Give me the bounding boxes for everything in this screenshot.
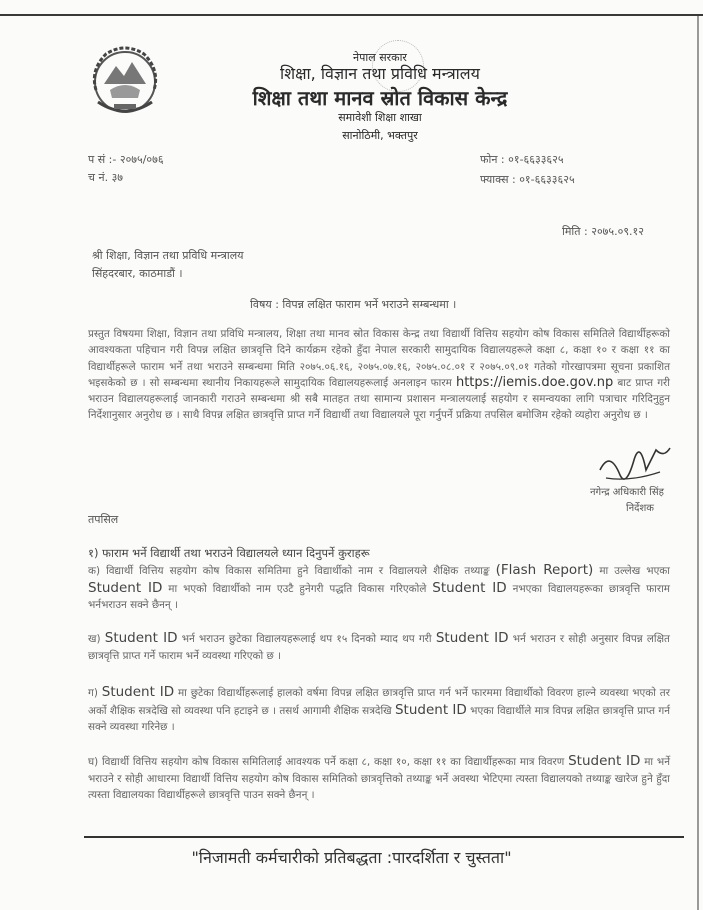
item-kha-text-4: Student ID — [435, 630, 509, 646]
item-ka-text-4: Student ID — [88, 579, 163, 596]
item-kha-text-3: भर्न भराउन छुटेका विद्यालयहरूलाई थप १५ दिनको म्याद थप गरी — [181, 633, 432, 645]
item-ga-text-5: भएका विद्यार्थीले मात्र विपन्न लक्षित छात्रवृत्ति प्राप्त गर्न सक्ने व्यवस्था गरिनेछ । — [88, 704, 670, 733]
item-ga-text-1: ग) — [88, 687, 98, 699]
item-gha — [88, 753, 670, 804]
item-gha-text-3: मा भर्ने भराउने र सोही आधारमा विद्यार्थी वित्तिय सहयोग कोष विकास समितिको छात्रवृत्तिको तथ्याङ्क भर्ने अवस्था भेटिएमा त्यस्ता विद्यालयको तथ्याङ्क खारेज हुने हुँदा त्यस्ता विद्यालयका विद्यार्थीहरूले छात्रवृत्ति पाउन सक्ने छैनन् । — [88, 756, 670, 801]
item-ka-text-2: (Flash Report) — [495, 562, 594, 578]
item-ka-text-5: मा भएको विद्यार्थीको नाम एउटै हुनेगरी पद्धति विकास गरिएकोले — [168, 582, 427, 595]
page-top-edge — [0, 14, 703, 16]
item-ka-text-1: क) विद्यार्थी वित्तिय सहयोग कोष विकास समितिमा हुने विद्यार्थीको नाम र विद्यालयले शैक्षिक तथ्याङ्क — [88, 565, 490, 577]
item-ga — [88, 684, 670, 736]
item-gha-text-1: घ) विद्यार्थी वित्तिय सहयोग कोष विकास समितिलाई आवश्यक पर्ने कक्षा ८, कक्षा १०, कक्षा ११ का विद्यार्थीहरूका मात्र विवरण — [88, 756, 565, 768]
footer-motto: "निजामती कर्मचारीको प्रतिबद्धता :पारदर्शिता र चुस्तता" — [191, 848, 512, 867]
government-label: नेपाल सरकार — [353, 51, 407, 64]
signatory-title: निर्देशक — [626, 503, 654, 514]
portal-link[interactable]: https://iemis.doe.gov.np — [455, 374, 614, 390]
item-kha-text-1: ख) — [88, 633, 101, 645]
subject-line: विषय : विपन्न लक्षित फाराम भर्ने भराउने सम्बन्धमा । — [250, 298, 457, 311]
body-text-1: प्रस्तुत विषयमा शिक्षा, विज्ञान तथा प्रविधि मन्त्रालय, शिक्षा तथा मानव स्रोत विकास केन्द्र तथा विद्यार्थी वित्तिय सहयोग कोष विकास समितिले विद्यार्थीहरूको आवश्यकता पहिचान गरी विपन्न लक्षित छात्रवृत्ति दिने कार्यक्रम रहेको हुँदा नेपाल सरकारी सामुदायिक विद्यालयहरूले कक्षा ८, कक्षा १० र कक्षा ११ का विद्यार्थीहरूले फाराम भर्ने तथा भराउने सम्बन्धमा मिति २०७५.०६.१६, २०७५.०७.१६, २०७५.०८.०१ र २०७५.०९.०१ गतेको गोरखापत्रमा सूचना प्रकाशित भइसकेको छ । सो सम्बन्धमा स्थानीय निकायहरूले सामुदायिक विद्यालयहरूलाई अनलाइन फारम — [88, 328, 670, 389]
section-name: समावेशी शिक्षा शाखा — [338, 111, 422, 124]
addressee-line-1: श्री शिक्षा, विज्ञान तथा प्रविधि मन्त्रालय — [92, 249, 244, 262]
body-paragraph — [88, 326, 670, 424]
addressee-line-2: सिंहदरबार, काठमाडौं । — [92, 267, 183, 280]
footer-divider — [84, 836, 684, 838]
body-text-2: बाट प्राप्त गरी भराउन विद्यालयहरूलाई जानकारी गराउने सम्बन्धमा श्री सबै मातहत तथा सामान्य प्रशासन मन्त्रालयलाई सहयोग र समन्वयका लागि पत्राचार गरिदिनुहुन निर्देशानुसार अनुरोध छ । साथै विपन्न लक्षित छात्रवृत्ति प्राप्त गर्ने विद्यार्थी तथा विद्यालयले पूरा गर्नुपर्ने प्रक्रिया तपसिल बमोजिम रहेको व्यहोरा अनुरोध छ । — [88, 376, 670, 422]
item-ka-text-3: मा उल्लेख भएका — [599, 565, 670, 577]
letter-number: प सं :- २०७५/०७६ — [88, 153, 164, 166]
item-ka-text-7: नभएका विद्यालयहरूका छात्रवृत्ति फाराम भर्नभराउन सक्ने छैनन् । — [88, 582, 670, 611]
item-ga-text-4: Student ID — [394, 701, 467, 718]
nepal-emblem-icon — [84, 40, 166, 120]
item-kha-text-5: भर्न भराउन र सोही अनुसार विपन्न लक्षित छात्रवृत्ति प्राप्त गर्ने फाराम भर्ने व्यवस्था गरिएको छ । — [88, 633, 670, 662]
signatory-name: नगेन्द्र अधिकारी सिंह — [590, 487, 664, 498]
page-right-edge — [697, 16, 699, 910]
annex-label: तपसिल — [88, 513, 119, 526]
section-1-title: १) फाराम भर्ने विद्यार्थी तथा भराउने विद्यालयले ध्यान दिनुपर्ने कुराहरू — [88, 546, 370, 560]
item-ga-text-2: Student ID — [101, 684, 175, 700]
item-ga-text-3: मा छुटेका विद्यार्थीहरूलाई हालको वर्षमा विपन्न लक्षित छात्रवृत्ति प्राप्त गर्न भर्ने फारममा विद्यार्थीको विवरण हाल्ने व्यवस्था भएको तर अर्को शैक्षिक सत्रदेखि सो व्यवस्था पनि हटाइने छ । तसर्थ आगामी शैक्षिक सत्रदेखि — [88, 687, 670, 717]
office-location: सानोठिमी, भक्तपुर — [342, 129, 418, 142]
ministry-title: शिक्षा, विज्ञान तथा प्रविधि मन्त्रालय — [280, 64, 480, 83]
centre-title: शिक्षा तथा मानव स्रोत विकास केन्द्र — [252, 86, 508, 110]
item-kha-text-2: Student ID — [104, 630, 178, 646]
item-gha-text-2: Student ID — [568, 753, 641, 769]
letter-date: मिति : २०७५.०९.१२ — [562, 225, 644, 238]
item-kha — [88, 630, 670, 664]
item-ka-text-6: Student ID — [432, 579, 507, 596]
dispatch-number: च नं. ३७ — [88, 171, 124, 184]
fax-number: फ्याक्स : ०१-६६३३६२५ — [480, 173, 575, 186]
phone-number: फोन : ०१-६६३३६२५ — [480, 153, 564, 166]
item-ka — [88, 562, 670, 614]
signature-icon — [560, 430, 685, 520]
